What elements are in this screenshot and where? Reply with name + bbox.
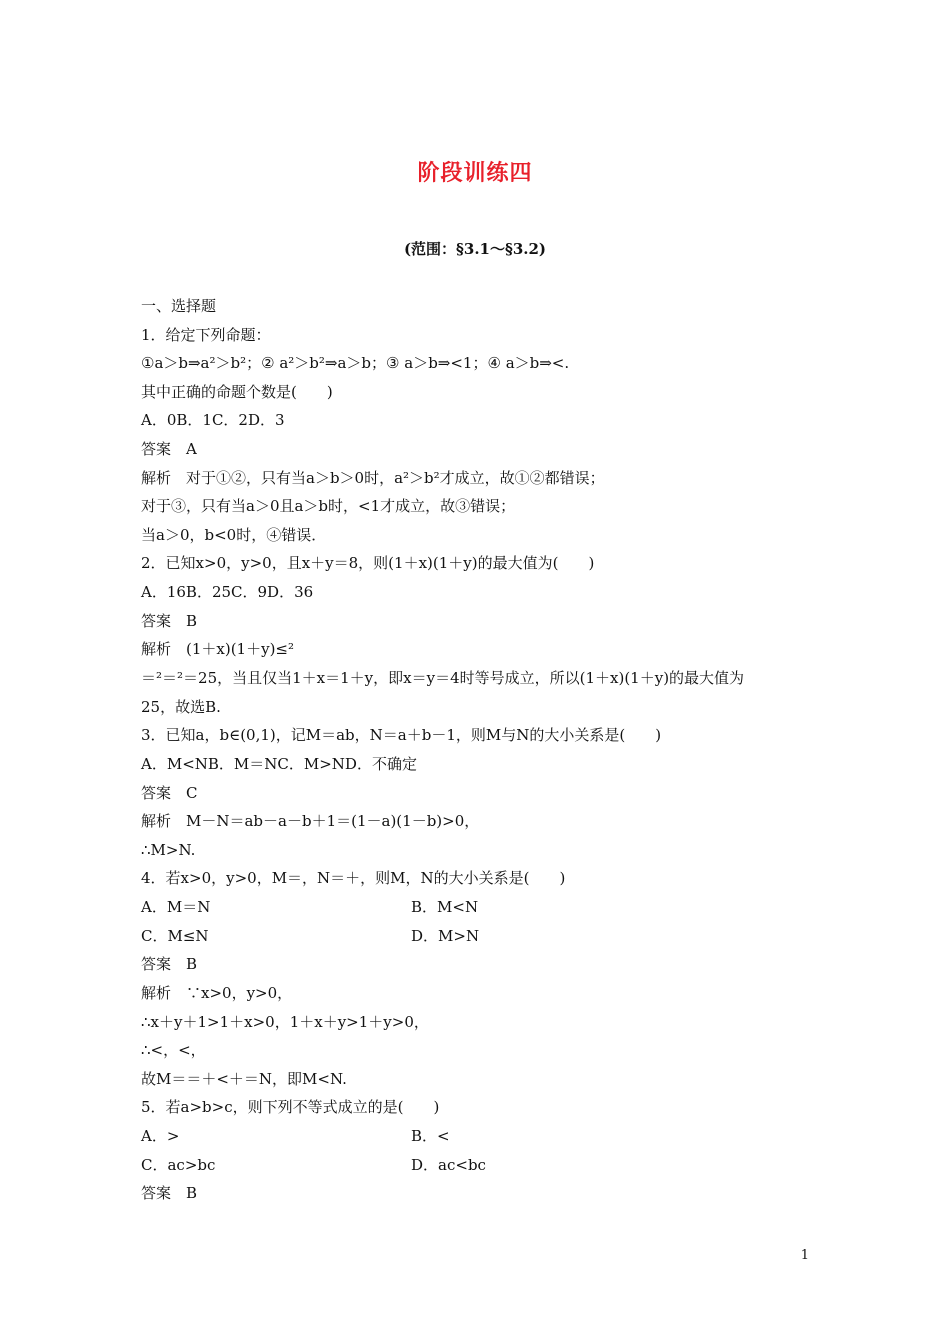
- question-4-analysis: ∴x＋y＋1>1＋x>0，1＋x＋y>1＋y>0，: [141, 1013, 429, 1031]
- question-1-options: A．0B．1C．2D．3: [141, 411, 285, 429]
- question-1-analysis: 解析 对于①②，只有当a＞b＞0时，a²＞b²才成立，故①②都错误；: [141, 469, 605, 487]
- page-number: 1: [800, 1248, 809, 1263]
- question-2-answer: 答案 B: [141, 612, 198, 630]
- question-5-answer: 答案 B: [141, 1184, 198, 1202]
- section-heading: 一、选择题: [141, 297, 217, 315]
- question-2-options: A．16B．25C．9D．36: [141, 583, 314, 601]
- question-3-analysis: ∴M>N.: [141, 841, 196, 859]
- range-subtitle: (范围：§3.1～§3.2): [403, 240, 547, 258]
- question-3-analysis: 解析 M－N＝ab－a－b＋1＝(1－a)(1－b)>0，: [141, 812, 480, 830]
- question-2-analysis: 25，故选B.: [141, 698, 221, 716]
- question-4-option-b: B．M<N: [411, 898, 479, 916]
- question-5-option-d: D．ac<bc: [411, 1156, 486, 1174]
- question-2-analysis: 解析 (1＋x)(1＋y)≤²: [141, 640, 295, 658]
- question-4-analysis: 解析 ∵x>0，y>0，: [141, 984, 293, 1002]
- question-1-answer: 答案 A: [141, 440, 197, 458]
- question-4-stem: 4．若x>0，y>0，M＝，N＝＋，则M，N的大小关系是( ): [141, 869, 566, 887]
- question-4-option-a: A．M＝N: [141, 898, 211, 916]
- question-4-option-d: D．M>N: [411, 927, 480, 945]
- question-5-option-b: B．<: [411, 1127, 450, 1145]
- question-4-analysis: ∴<，<，: [141, 1041, 206, 1059]
- question-2-stem: 2．已知x>0，y>0，且x＋y＝8，则(1＋x)(1＋y)的最大值为( ): [141, 554, 595, 572]
- question-2-analysis: ＝²＝²＝25，当且仅当1＋x＝1＋y，即x＝y＝4时等号成立，所以(1＋x)(1＋y)的最大值为: [141, 669, 745, 687]
- question-1-propositions: ①a＞b⇒a²＞b²；② a²＞b²⇒a＞b；③ a＞b⇒<1；④ a＞b⇒<.: [141, 354, 570, 372]
- question-1-stem: 1．给定下列命题：: [141, 326, 271, 344]
- question-4-analysis: 故M＝＝＋<＋＝N，即M<N.: [141, 1070, 347, 1088]
- question-5-stem: 5．若a>b>c，则下列不等式成立的是( ): [141, 1098, 440, 1116]
- question-4-option-c: C．M≤N: [141, 927, 209, 945]
- question-1-prompt: 其中正确的命题个数是( ): [141, 383, 333, 401]
- question-4-answer: 答案 B: [141, 955, 198, 973]
- question-3-options: A．M<NB．M＝NC．M>ND．不确定: [141, 755, 417, 773]
- question-1-analysis: 当a＞0，b<0时，④错误．: [141, 526, 327, 544]
- question-3-stem: 3．已知a，b∈(0,1)，记M＝ab，N＝a＋b－1，则M与N的大小关系是( ): [141, 726, 662, 744]
- question-5-option-c: C．ac>bc: [141, 1156, 216, 1174]
- question-1-analysis: 对于③，只有当a＞0且a＞b时，<1才成立，故③错误；: [141, 497, 516, 515]
- question-5-option-a: A．>: [141, 1127, 180, 1145]
- question-3-answer: 答案 C: [141, 784, 198, 802]
- page-title: 阶段训练四: [417, 161, 533, 186]
